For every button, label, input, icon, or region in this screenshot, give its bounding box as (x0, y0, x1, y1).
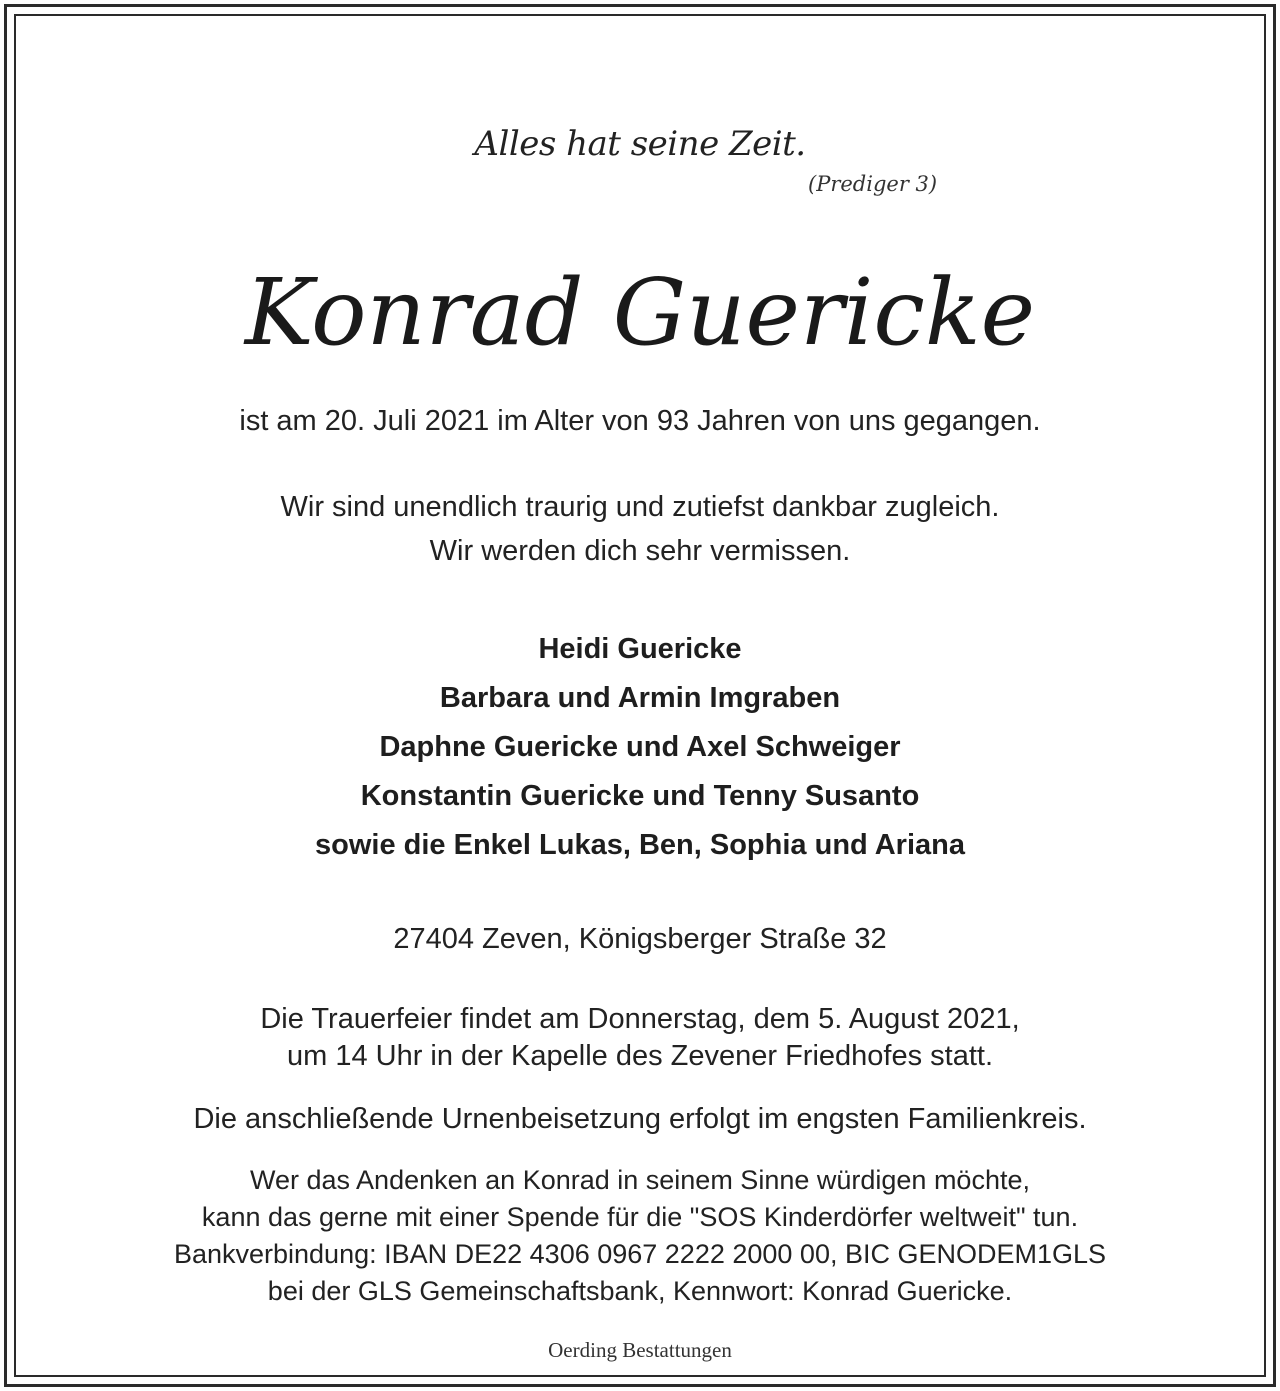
family-member: Heidi Guericke (538, 633, 742, 665)
motto-quote: Alles hat seine Zeit. (474, 124, 806, 164)
family-member: Barbara und Armin Imgraben (439, 682, 841, 714)
undertaker-name: Oerding Bestattungen (548, 1338, 732, 1362)
donation-line-1: Wer das Andenken an Konrad in seinem Sinne würdigen möchte, (250, 1165, 1030, 1195)
donation-bank-details: Bankverbindung: IBAN DE22 4306 0967 2222 2000 00, BIC GENODEM1GLS (173, 1239, 1107, 1269)
deceased-name: Konrad Guericke (244, 259, 1036, 366)
ceremony-line-1: Die Trauerfeier findet am Donnerstag, dem 5. August 2021, (260, 1003, 1020, 1035)
burial-notice: Die anschließende Urnenbeisetzung erfolgt im engsten Familienkreis. (193, 1103, 1087, 1135)
family-member: Daphne Guericke und Axel Schweiger (379, 731, 901, 763)
family-member: Konstantin Guericke und Tenny Susanto (360, 780, 920, 812)
address: 27404 Zeven, Königsberger Straße 32 (393, 923, 887, 955)
donation-line-4: bei der GLS Gemeinschaftsbank, Kennwort: Konrad Guericke. (267, 1276, 1013, 1306)
motto-source: (Prediger 3) (808, 172, 938, 196)
message-line-1: Wir sind unendlich traurig und zutiefst dankbar zugleich. (280, 491, 1000, 523)
death-notice: ist am 20. Juli 2021 im Alter von 93 Jahren von uns gegangen. (239, 405, 1041, 437)
donation-line-2: kann das gerne mit einer Spende für die "SOS Kinderdörfer weltweit" tun. (201, 1202, 1079, 1232)
message-line-2: Wir werden dich sehr vermissen. (429, 535, 851, 567)
family-member: sowie die Enkel Lukas, Ben, Sophia und Ariana (315, 829, 965, 861)
ceremony-line-2: um 14 Uhr in der Kapelle des Zevener Friedhofes statt. (286, 1040, 994, 1072)
